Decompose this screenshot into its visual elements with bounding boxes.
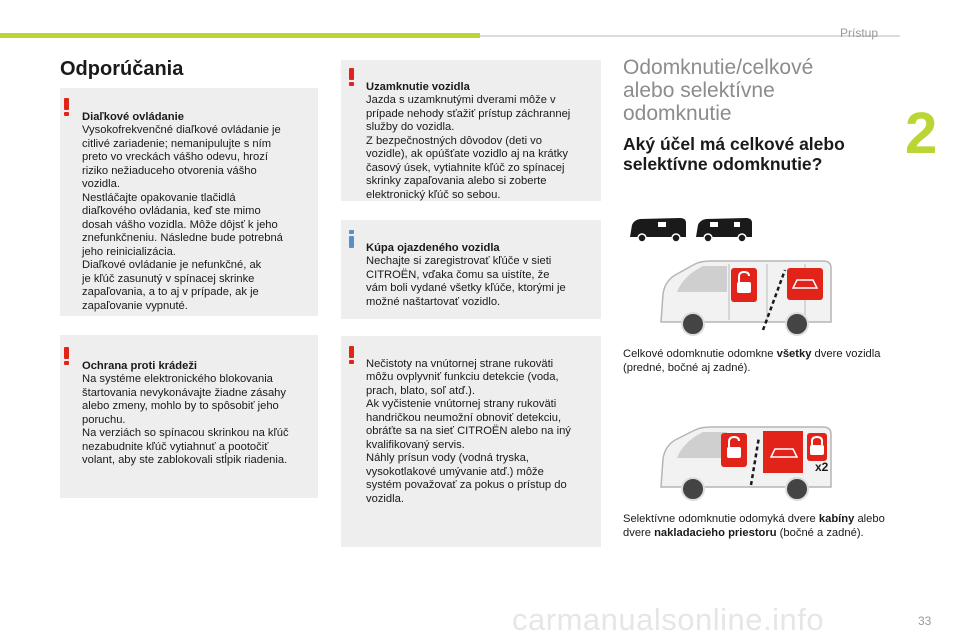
rear-unlock-icon	[787, 268, 823, 300]
box-content	[82, 346, 314, 468]
section-heading: Odporúčania	[60, 58, 184, 80]
watermark: carmanualsonline.info	[512, 602, 825, 637]
box-content	[82, 97, 314, 313]
box-body: Nečistoty na vnútornej strane rukoväti môžu ovplyvniť funkciu detekcie (voda, prach, blato, soľ atď.). Ak vyčistenie vnútornej strany rukoväti handričkou neumožní obnoviť detekciu, obráťte sa na sieť CITROËN alebo na iný kvalifikovaný servis. Náhly prísun vody (vodná tryska, vysokotlakové umývanie atď.) môže systém považovať za pokus o prístup do vozidla.	[366, 357, 571, 505]
recommendation-box-locking	[341, 60, 601, 201]
box-title: Kúpa ojazdeného vozidla	[366, 241, 500, 254]
caption-text: Selektívne odomknutie odomyká dvere	[623, 513, 819, 525]
caption-full-unlock	[623, 347, 893, 375]
recommendation-box-handle-dirt	[341, 336, 601, 547]
warning-icon	[64, 347, 70, 365]
box-content	[366, 228, 598, 309]
van-full-unlock-illustration	[655, 258, 835, 340]
header-accent-bar	[0, 33, 480, 38]
info-icon	[349, 230, 355, 248]
box-title: Uzamknutie vozidla	[366, 80, 470, 93]
box-body: Na systéme elektronického blokovania štartovania nevykonávajte žiadne zásahy alebo zmeny, mohlo by to spôsobiť jeho poruchu. Na verziách so spínacou skrinkou na kľúč nezabudnite kľúč vytiahnuť a pootočiť volant, aby ste zablokovali stĺpik riadenia.	[82, 373, 289, 466]
page-number: 33	[918, 614, 932, 628]
caption-text: alebo dvere	[623, 513, 885, 539]
caption-bold: všetky	[776, 348, 812, 360]
rear-lock-icon	[807, 433, 827, 461]
caption-text: (bočné a zadné).	[776, 527, 864, 539]
unlock-icon	[731, 268, 757, 302]
van-front-icon	[630, 218, 686, 242]
box-title: Diaľkové ovládanie	[82, 110, 184, 123]
warning-icon	[349, 346, 355, 364]
chapter-number: 2	[905, 101, 938, 166]
van-rear-icon	[696, 218, 752, 242]
multiplier-label: x2	[815, 460, 829, 474]
caption-text: dvere vozidla (predné, bočné aj zadné).	[623, 348, 881, 374]
caption-bold: kabíny	[818, 513, 855, 525]
header-divider	[480, 35, 900, 37]
chapter-label: Prístup	[840, 26, 879, 40]
caption-selective-unlock	[623, 512, 893, 540]
recommendation-box-remote	[60, 88, 318, 316]
section-title: Odomknutie/celkové alebo selektívne odomknutie	[623, 56, 814, 125]
info-box-used-vehicle	[341, 220, 601, 319]
van-icons-group	[628, 213, 758, 245]
caption-bold: nakladacieho priestoru	[654, 527, 777, 539]
box-content	[366, 344, 598, 506]
van-selective-unlock-illustration	[655, 425, 835, 503]
box-body: Jazda s uzamknutými dverami môže v prípade nehody sťažiť prístup záchrannej služby do vozidla. Z bezpečnostných dôvodov (deti vo vozidle), ak opúšťate vozidlo aj na krátky časový úsek, vytiahnite kľúč zo spínacej skrinky zapaľovania alebo si zoberte elektronický kľúč so sebou.	[366, 94, 571, 201]
warning-icon	[349, 68, 355, 86]
caption-text: Celkové odomknutie odomkne	[623, 348, 777, 360]
section-subtitle: Aký účel má celkové alebo selektívne odomknutie?	[623, 134, 845, 174]
box-body: Nechajte si zaregistrovať kľúče v sieti CITROËN, vďaka čomu sa uistíte, že vám boli vydané všetky kľúče, ktorými je možné naštartovať vozidlo.	[366, 255, 566, 308]
cab-unlock-icon	[721, 433, 747, 467]
box-body: Vysokofrekvenčné diaľkové ovládanie je citlivé zariadenie; nemanipulujte s ním preto vo vreckách vášho odevu, hrozí riziko nežiaduceho otvorenia vášho vozidla. Nestláčajte opakovanie tlačidlá diaľkového ovládania, keď ste mimo dosah vášho vozidla. Môže dôjsť k jeho znefunkčneniu. Následne bude potrebná jeho reinicializácia. Diaľkové ovládanie je nefunkčné, ak je kľúč zasunutý v spínacej skrinke zapaľovania, a to aj v prípade, ak je zapaľovanie vypnuté.	[82, 124, 283, 312]
cargo-unlock-icon	[763, 431, 803, 473]
box-title: Ochrana proti krádeži	[82, 359, 198, 372]
warning-icon	[64, 98, 70, 116]
recommendation-box-antitheft	[60, 335, 318, 498]
box-content	[366, 67, 598, 202]
